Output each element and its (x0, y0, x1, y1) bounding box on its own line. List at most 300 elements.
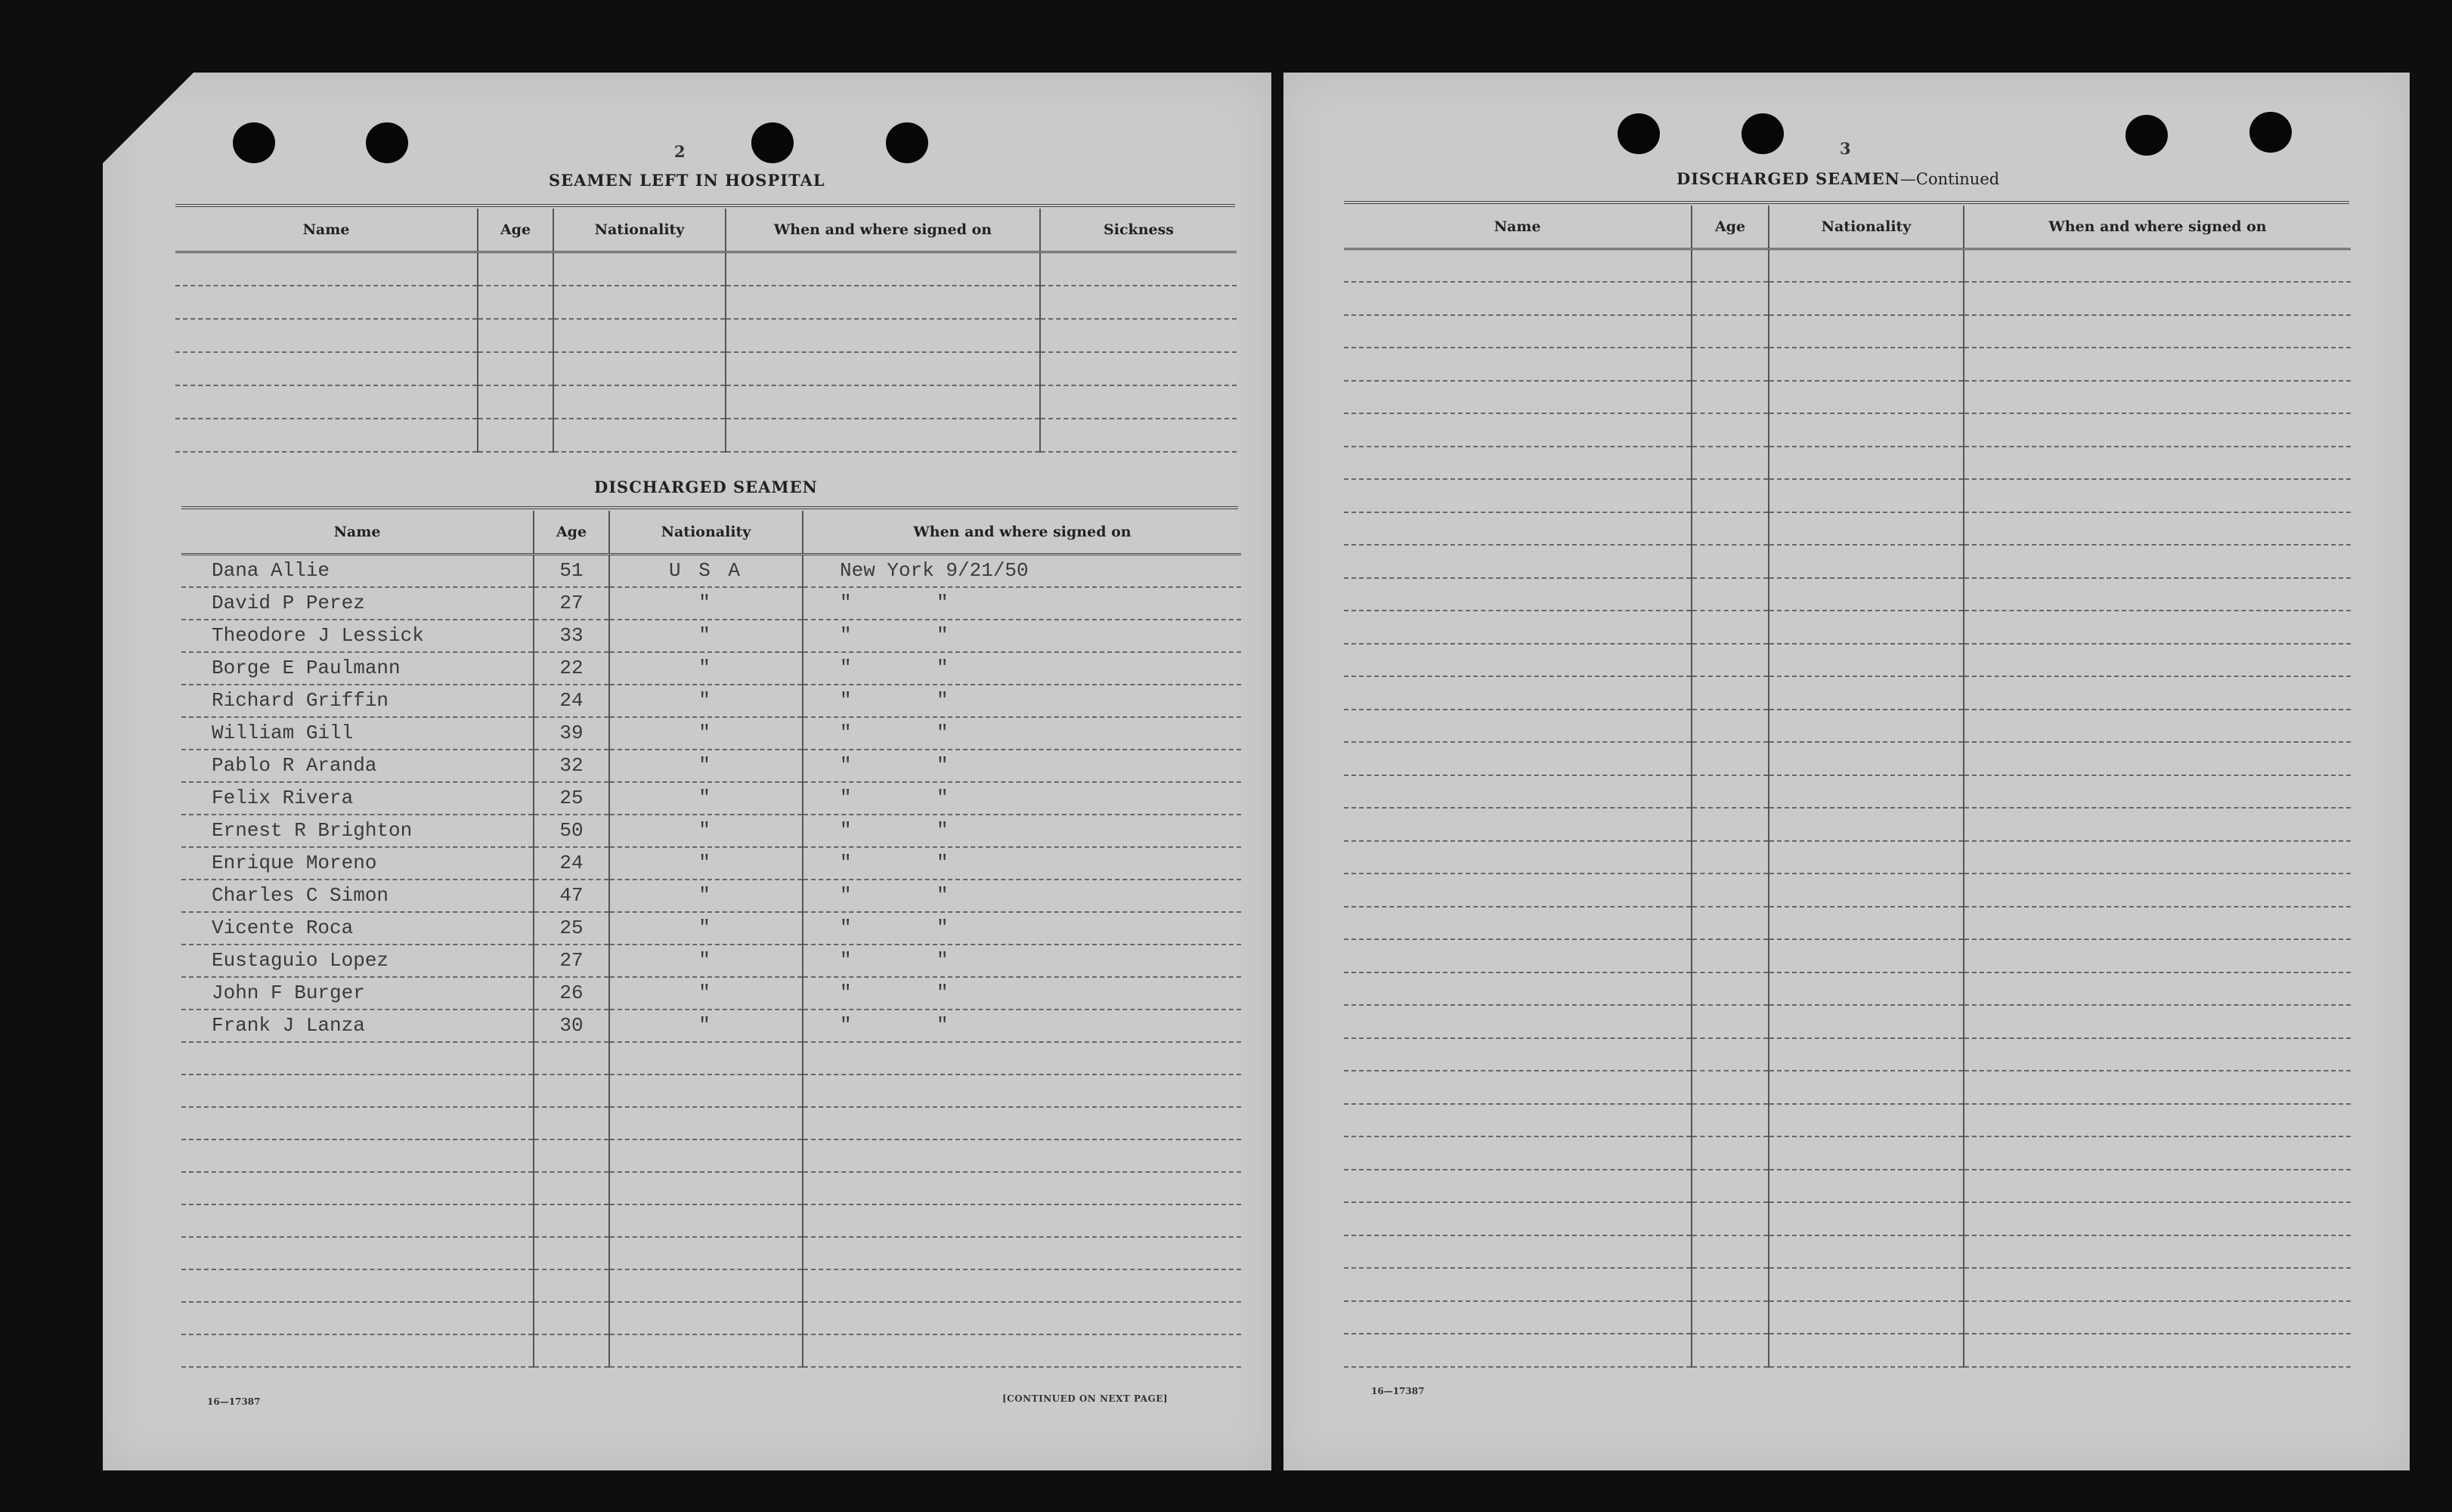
ditto-mark-place: " (840, 852, 852, 874)
age-cell (478, 419, 553, 452)
age-cell (534, 1107, 609, 1139)
signed-on-cell (803, 977, 1241, 1010)
signed-on-cell (1964, 512, 2351, 546)
name-cell: John F Burger (181, 977, 534, 1010)
nationality-cell (1769, 413, 1964, 447)
signed-on-cell (1964, 710, 2351, 743)
signed-on-cell (803, 620, 1241, 652)
name-cell (1344, 1005, 1692, 1038)
age-cell (1692, 1202, 1769, 1235)
signed-on-cell (803, 1172, 1241, 1204)
age-cell (534, 1042, 609, 1074)
age-cell (478, 319, 553, 352)
signed-on-cell (1964, 676, 2351, 710)
nationality-cell (1769, 1202, 1964, 1235)
signed-on-cell (803, 1302, 1241, 1334)
nationality-cell (1769, 907, 1964, 940)
name-cell: Richard Griffin (181, 685, 534, 717)
table-row (181, 815, 1241, 847)
age-cell (478, 352, 553, 385)
signed-on-cell (1964, 1334, 2351, 1367)
nationality-cell (1769, 1268, 1964, 1301)
table-row (175, 419, 1237, 452)
nationality-cell (609, 1334, 803, 1367)
page-number: 2 (674, 142, 686, 161)
nationality-cell: " (609, 847, 803, 880)
ditto-mark-place: " (840, 722, 852, 744)
sickness-cell (1040, 352, 1237, 385)
table-row (1344, 1005, 2351, 1038)
signed-on-cell (1964, 545, 2351, 578)
age-cell (1692, 939, 1769, 972)
age-cell (478, 385, 553, 419)
column-header-signed-on: When and where signed on (726, 209, 1040, 252)
discharged-header-row (181, 511, 1241, 555)
name-cell (1344, 1104, 1692, 1137)
table-row (175, 385, 1237, 419)
age-cell (534, 1172, 609, 1204)
nationality-cell: " (609, 620, 803, 652)
ditto-mark-date: " (937, 884, 949, 907)
name-cell (1344, 907, 1692, 940)
age-cell (1692, 348, 1769, 381)
age-cell: 50 (534, 815, 609, 847)
nationality-cell (553, 419, 726, 452)
name-cell: Vicente Roca (181, 912, 534, 945)
name-cell (175, 419, 478, 452)
name-cell (1344, 1136, 1692, 1170)
age-cell: 33 (534, 620, 609, 652)
name-cell (181, 1269, 534, 1302)
age-cell (1692, 1104, 1769, 1137)
discharged-title-main: DISCHARGED SEAMEN (1676, 169, 1900, 188)
name-cell (181, 1237, 534, 1269)
name-cell (1344, 447, 1692, 480)
name-cell (1344, 1202, 1692, 1235)
name-cell (181, 1074, 534, 1107)
hospital-rows (175, 252, 1237, 452)
signed-on-cell (803, 1204, 1241, 1237)
name-cell (1344, 249, 1692, 283)
folded-corner (103, 73, 193, 163)
table-row (181, 847, 1241, 880)
age-cell (1692, 676, 1769, 710)
age-cell (1692, 413, 1769, 447)
nationality-cell (609, 1042, 803, 1074)
nationality-cell (1769, 479, 1964, 512)
age-cell: 27 (534, 945, 609, 977)
signed-on-cell (1964, 775, 2351, 809)
column-header-name: Name (175, 209, 478, 252)
signed-on-cell (1964, 1202, 2351, 1235)
signed-on-cell (1964, 1170, 2351, 1203)
age-cell (1692, 381, 1769, 414)
nationality-cell (1769, 873, 1964, 907)
signed-on-cell (1964, 1005, 2351, 1038)
table-row (181, 880, 1241, 912)
nationality-cell: " (609, 587, 803, 620)
signed-on-cell (803, 1334, 1241, 1367)
age-cell (1692, 841, 1769, 874)
age-cell: 47 (534, 880, 609, 912)
table-row (1344, 1334, 2351, 1367)
table-row (1344, 775, 2351, 809)
name-cell (1344, 972, 1692, 1006)
signed-on-cell (803, 1107, 1241, 1139)
age-cell (1692, 775, 1769, 809)
signed-on-cell (1964, 282, 2351, 315)
signed-on-cell (803, 587, 1241, 620)
name-cell (1344, 1301, 1692, 1334)
table-row (1344, 512, 2351, 546)
name-cell (1344, 939, 1692, 972)
signed-on-cell (803, 945, 1241, 977)
ditto-mark-date: " (937, 819, 949, 842)
signed-on-cell (803, 555, 1241, 587)
age-cell (534, 1334, 609, 1367)
name-cell: Ernest R Brighton (181, 815, 534, 847)
name-cell (1344, 512, 1692, 546)
age-cell (1692, 545, 1769, 578)
table-row (181, 1074, 1241, 1107)
name-cell: William Gill (181, 717, 534, 750)
signed-on-cell (726, 385, 1040, 419)
punch-hole (1618, 113, 1660, 154)
ditto-mark-date: " (937, 852, 949, 874)
discharged-continued-title (1676, 169, 1999, 188)
nationality-cell (553, 252, 726, 286)
age-cell (534, 1237, 609, 1269)
nationality-cell (609, 1074, 803, 1107)
nationality-cell (1769, 249, 1964, 283)
signed-on-cell (803, 1010, 1241, 1042)
nationality-cell (553, 385, 726, 419)
name-cell (1344, 545, 1692, 578)
name-cell (1344, 742, 1692, 775)
nationality-cell (1769, 841, 1964, 874)
nationality-cell (609, 1269, 803, 1302)
ditto-mark-place: " (840, 624, 852, 647)
nationality-cell (609, 1139, 803, 1172)
age-cell: 24 (534, 847, 609, 880)
name-cell (181, 1302, 534, 1334)
hospital-top-rule (175, 204, 1235, 207)
table-row (181, 782, 1241, 815)
age-cell: 24 (534, 685, 609, 717)
signed-on-cell (803, 1139, 1241, 1172)
age-cell (1692, 907, 1769, 940)
age-cell (1692, 611, 1769, 644)
hospital-table (175, 209, 1237, 453)
continued-header-row (1344, 206, 2351, 249)
name-cell (1344, 676, 1692, 710)
ditto-mark-place: " (840, 884, 852, 907)
age-cell (1692, 742, 1769, 775)
table-row (1344, 1301, 2351, 1334)
ditto-mark-place: " (840, 592, 852, 614)
name-cell: Eustaguio Lopez (181, 945, 534, 977)
name-cell: Theodore J Lessick (181, 620, 534, 652)
sickness-cell (1040, 319, 1237, 352)
signed-on-cell (726, 419, 1040, 452)
name-cell: Frank J Lanza (181, 1010, 534, 1042)
signed-on-cell (1964, 939, 2351, 972)
ditto-mark-date: " (937, 982, 949, 1004)
age-cell (1692, 1170, 1769, 1203)
signed-on-cell (803, 1269, 1241, 1302)
signed-on-cell (1964, 1104, 2351, 1137)
nationality-cell (1769, 939, 1964, 972)
table-row (1344, 611, 2351, 644)
name-cell: David P Perez (181, 587, 534, 620)
continued-top-rule (1344, 201, 2349, 204)
signed-on-cell (1964, 1301, 2351, 1334)
nationality-cell (1769, 1104, 1964, 1137)
signed-on-cell (726, 352, 1040, 385)
table-row (1344, 578, 2351, 611)
name-cell (175, 319, 478, 352)
nationality-cell: " (609, 652, 803, 685)
nationality-cell (609, 1237, 803, 1269)
signed-on-cell (803, 912, 1241, 945)
name-cell: Felix Rivera (181, 782, 534, 815)
table-row (1344, 1104, 2351, 1137)
age-cell (1692, 1235, 1769, 1269)
name-cell (1344, 315, 1692, 348)
signed-on-cell (803, 685, 1241, 717)
nationality-cell (1769, 1136, 1964, 1170)
age-cell (1692, 644, 1769, 677)
table-row (1344, 545, 2351, 578)
nationality-cell: " (609, 977, 803, 1010)
table-row (1344, 808, 2351, 841)
table-row (1344, 644, 2351, 677)
nationality-cell (1769, 808, 1964, 841)
nationality-cell (1769, 775, 1964, 809)
table-row (1344, 1235, 2351, 1269)
table-row (1344, 873, 2351, 907)
signed-on-cell (1964, 907, 2351, 940)
column-header-name: Name (181, 511, 534, 555)
signed-on-cell (803, 1074, 1241, 1107)
table-row (181, 977, 1241, 1010)
signed-on-cell (1964, 249, 2351, 283)
ditto-mark-date: " (937, 657, 949, 679)
signed-on-cell (803, 815, 1241, 847)
signed-on-cell (1964, 873, 2351, 907)
nationality-cell (1769, 348, 1964, 381)
column-header-signed-on: When and where signed on (803, 511, 1241, 555)
signed-on-cell (1964, 447, 2351, 480)
table-row (181, 1237, 1241, 1269)
form-number: 16—17387 (1371, 1386, 1425, 1396)
name-cell (1344, 578, 1692, 611)
ditto-mark-date: " (937, 1014, 949, 1037)
nationality-cell (1769, 282, 1964, 315)
signed-on-cell (1964, 841, 2351, 874)
age-cell: 27 (534, 587, 609, 620)
nationality-cell: " (609, 1010, 803, 1042)
signed-on-cell (726, 286, 1040, 319)
table-row (1344, 939, 2351, 972)
discharged-top-rule (181, 506, 1238, 509)
left-page (103, 73, 1271, 1470)
name-cell: Borge E Paulmann (181, 652, 534, 685)
table-row (1344, 249, 2351, 283)
name-cell: Pablo R Aranda (181, 750, 534, 782)
age-cell (1692, 873, 1769, 907)
table-row (1344, 972, 2351, 1006)
age-cell (534, 1139, 609, 1172)
nationality-cell (553, 319, 726, 352)
nationality-cell (1769, 381, 1964, 414)
name-cell (1344, 348, 1692, 381)
name-cell (1344, 413, 1692, 447)
age-cell: 22 (534, 652, 609, 685)
table-row (1344, 1170, 2351, 1203)
signed-on-cell (1964, 578, 2351, 611)
name-cell (1344, 841, 1692, 874)
table-row (181, 1302, 1241, 1334)
name-cell (1344, 1235, 1692, 1269)
signed-on-cell (1964, 644, 2351, 677)
column-header-age: Age (1692, 206, 1769, 249)
name-cell (181, 1042, 534, 1074)
table-row (181, 1042, 1241, 1074)
age-cell (1692, 578, 1769, 611)
age-cell (1692, 710, 1769, 743)
column-header-signed-on: When and where signed on (1964, 206, 2351, 249)
ditto-mark-date: " (937, 754, 949, 777)
table-row (181, 945, 1241, 977)
name-cell (1344, 1071, 1692, 1104)
nationality-cell (1769, 1170, 1964, 1203)
punch-hole (886, 122, 928, 163)
column-header-sickness: Sickness (1040, 209, 1237, 252)
table-row (1344, 676, 2351, 710)
age-cell: 26 (534, 977, 609, 1010)
age-cell (534, 1074, 609, 1107)
name-cell: Charles C Simon (181, 880, 534, 912)
age-cell (1692, 1334, 1769, 1367)
ditto-mark-place: " (840, 689, 852, 712)
signed-on-cell (803, 880, 1241, 912)
signed-on-cell (1964, 1268, 2351, 1301)
age-cell: 25 (534, 782, 609, 815)
age-cell (1692, 972, 1769, 1006)
ditto-mark-place: " (840, 982, 852, 1004)
name-cell (1344, 479, 1692, 512)
nationality-cell: " (609, 945, 803, 977)
nationality-cell: " (609, 717, 803, 750)
table-row (1344, 381, 2351, 414)
signed-on-cell (1964, 381, 2351, 414)
name-cell (181, 1172, 534, 1204)
signed-on-cell (1964, 1038, 2351, 1071)
column-header-name: Name (1344, 206, 1692, 249)
nationality-cell: " (609, 880, 803, 912)
signed-on-cell (1964, 1235, 2351, 1269)
table-row (1344, 282, 2351, 315)
name-cell (1344, 775, 1692, 809)
name-cell (1344, 282, 1692, 315)
punch-hole (233, 122, 275, 163)
age-cell (534, 1302, 609, 1334)
age-cell (534, 1204, 609, 1237)
ditto-mark-date: " (937, 592, 949, 614)
ditto-mark-place: " (840, 657, 852, 679)
nationality-cell (1769, 710, 1964, 743)
signed-on-cell (803, 847, 1241, 880)
table-row (1344, 479, 2351, 512)
discharged-seamen-table (181, 511, 1241, 1368)
continued-label: —Continued (1899, 170, 2000, 188)
table-row (1344, 413, 2351, 447)
table-row (181, 717, 1241, 750)
table-row (1344, 710, 2351, 743)
name-cell (181, 1107, 534, 1139)
table-row (181, 1139, 1241, 1172)
nationality-cell: U S A (609, 555, 803, 587)
table-row (181, 555, 1241, 587)
name-cell (175, 286, 478, 319)
name-cell: Enrique Moreno (181, 847, 534, 880)
ditto-mark-place: " (840, 754, 852, 777)
page-number: 3 (1840, 139, 1851, 158)
age-cell: 51 (534, 555, 609, 587)
signed-on-cell (1964, 1136, 2351, 1170)
signed-on-cell (1964, 611, 2351, 644)
signed-on-cell (803, 1042, 1241, 1074)
nationality-cell (1769, 578, 1964, 611)
table-row (181, 1204, 1241, 1237)
signed-on-cell (726, 319, 1040, 352)
name-cell (1344, 381, 1692, 414)
ditto-mark-place: " (840, 1014, 852, 1037)
age-cell (1692, 282, 1769, 315)
name-cell (1344, 808, 1692, 841)
sickness-cell (1040, 419, 1237, 452)
nationality-cell: " (609, 912, 803, 945)
table-row (175, 319, 1237, 352)
table-row (1344, 315, 2351, 348)
column-header-age: Age (478, 209, 553, 252)
table-row (1344, 742, 2351, 775)
continued-rows (1344, 249, 2351, 1367)
hospital-section-title: SEAMEN LEFT IN HOSPITAL (549, 171, 825, 190)
punch-hole (2125, 115, 2168, 156)
signed-on-cell (1964, 972, 2351, 1006)
table-row (181, 685, 1241, 717)
signed-on-cell (1964, 1071, 2351, 1104)
name-cell (181, 1139, 534, 1172)
age-cell (478, 252, 553, 286)
punch-hole (1741, 113, 1784, 154)
table-row (181, 1334, 1241, 1367)
name-cell (175, 385, 478, 419)
right-page (1283, 73, 2410, 1470)
name-cell (181, 1204, 534, 1237)
signed-on-cell (1964, 479, 2351, 512)
nationality-cell (1769, 1038, 1964, 1071)
signed-on-text: New York 9/21/50 (840, 559, 1029, 583)
nationality-cell (1769, 611, 1964, 644)
sickness-cell (1040, 252, 1237, 286)
table-row (1344, 1268, 2351, 1301)
ditto-mark-place: " (840, 787, 852, 809)
signed-on-cell (803, 717, 1241, 750)
age-cell (1692, 1301, 1769, 1334)
